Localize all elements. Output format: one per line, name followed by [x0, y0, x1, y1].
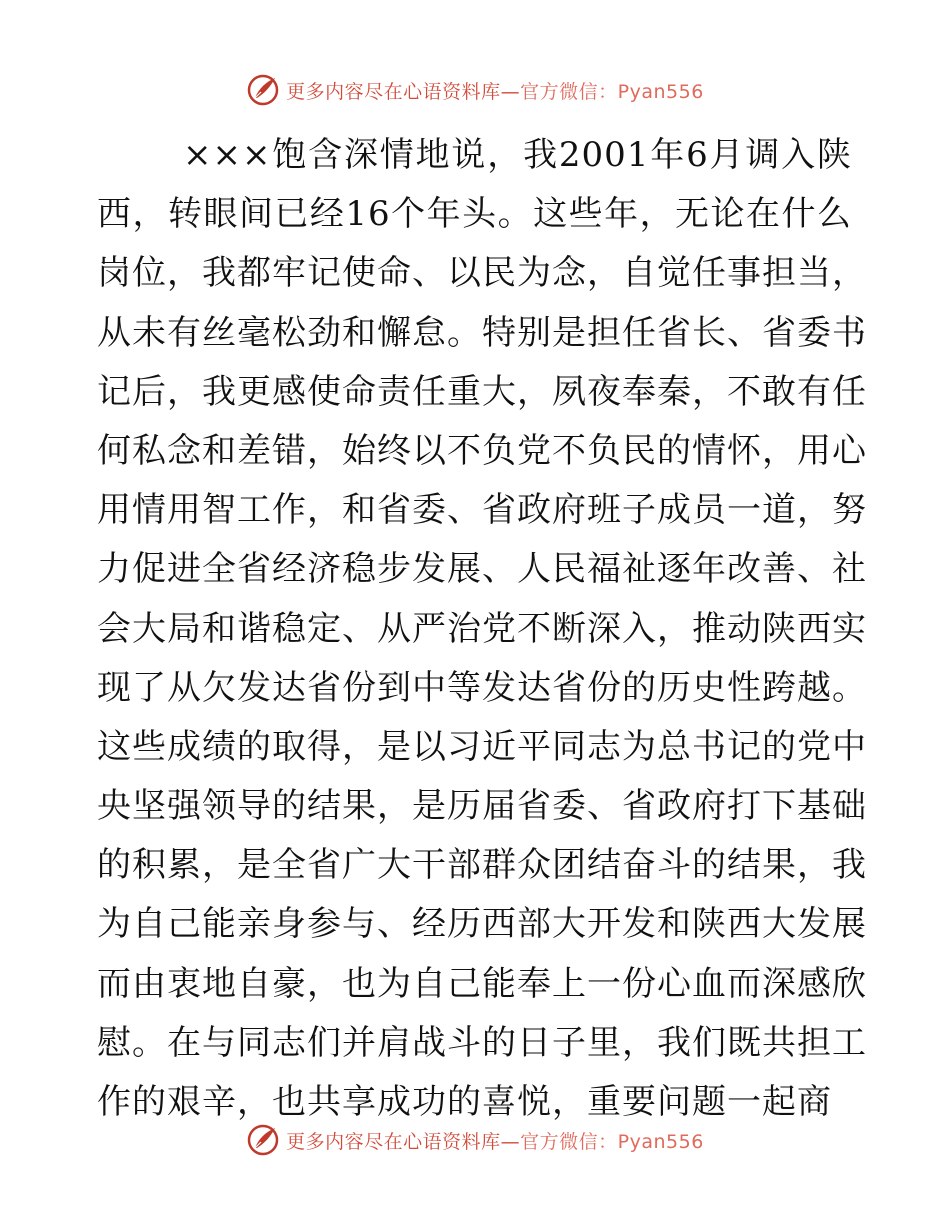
footer-watermark	[0, 1120, 950, 1160]
paragraph-line: ×××饱含深情地说，我2001年6月调入陕	[183, 135, 852, 175]
paragraph-line: 西，转眼间已经16个年头。这些年，无论在什么	[97, 194, 852, 235]
header-watermark	[0, 70, 950, 110]
paragraph-line: 央坚强领导的结果，是历届省委、省政府打下基础	[97, 786, 867, 827]
paragraph-line: 何私念和差错，始终以不负党不负民的情怀，用心	[97, 430, 867, 471]
watermark-text	[286, 1127, 704, 1154]
watermark-site: 更多内容尽在心语资料库	[286, 1130, 501, 1153]
watermark-separator: —	[500, 1130, 521, 1153]
watermark-text	[286, 77, 704, 104]
document-body	[97, 126, 867, 1132]
paragraph-line: 会大局和谐稳定、从严治党不断深入，推动陕西实	[97, 608, 867, 649]
paragraph-line: 岗位，我都牢记使命、以民为念，自觉任事担当，	[97, 253, 867, 294]
paragraph-line: 作的艰辛，也共享成功的喜悦，重要问题一起商	[97, 1082, 832, 1122]
quill-pen-logo-icon	[246, 1123, 280, 1157]
paragraph-line: 记后，我更感使命责任重大，夙夜奉秦，不敢有任	[97, 371, 867, 412]
paragraph-line: 的积累，是全省广大干部群众团结奋斗的结果，我	[97, 845, 867, 886]
paragraph-line: 从未有丝毫松劲和懈怠。特别是担任省长、省委书	[97, 312, 867, 353]
paragraph-line: 现了从欠发达省份到中等发达省份的历史性跨越。	[97, 667, 867, 708]
paragraph-line: 慰。在与同志们并肩战斗的日子里，我们既共担工	[97, 1022, 867, 1063]
paragraph-line: 而由衷地自豪，也为自己能奉上一份心血而深感欣	[97, 963, 867, 1004]
watermark-contact: 官方微信：Pyan556	[520, 80, 704, 103]
watermark-site: 更多内容尽在心语资料库	[286, 80, 501, 103]
paragraph-line: 这些成绩的取得，是以习近平同志为总书记的党中	[97, 726, 867, 767]
paragraph-line: 用情用智工作，和省委、省政府班子成员一道，努	[97, 490, 867, 531]
paragraph-line: 为自己能亲身参与、经历西部大开发和陕西大发展	[97, 904, 867, 945]
watermark-separator: —	[500, 80, 521, 103]
watermark-contact: 官方微信：Pyan556	[520, 1130, 704, 1153]
quill-pen-logo-icon	[246, 73, 280, 107]
paragraph-line: 力促进全省经济稳步发展、人民福祉逐年改善、社	[97, 549, 867, 590]
